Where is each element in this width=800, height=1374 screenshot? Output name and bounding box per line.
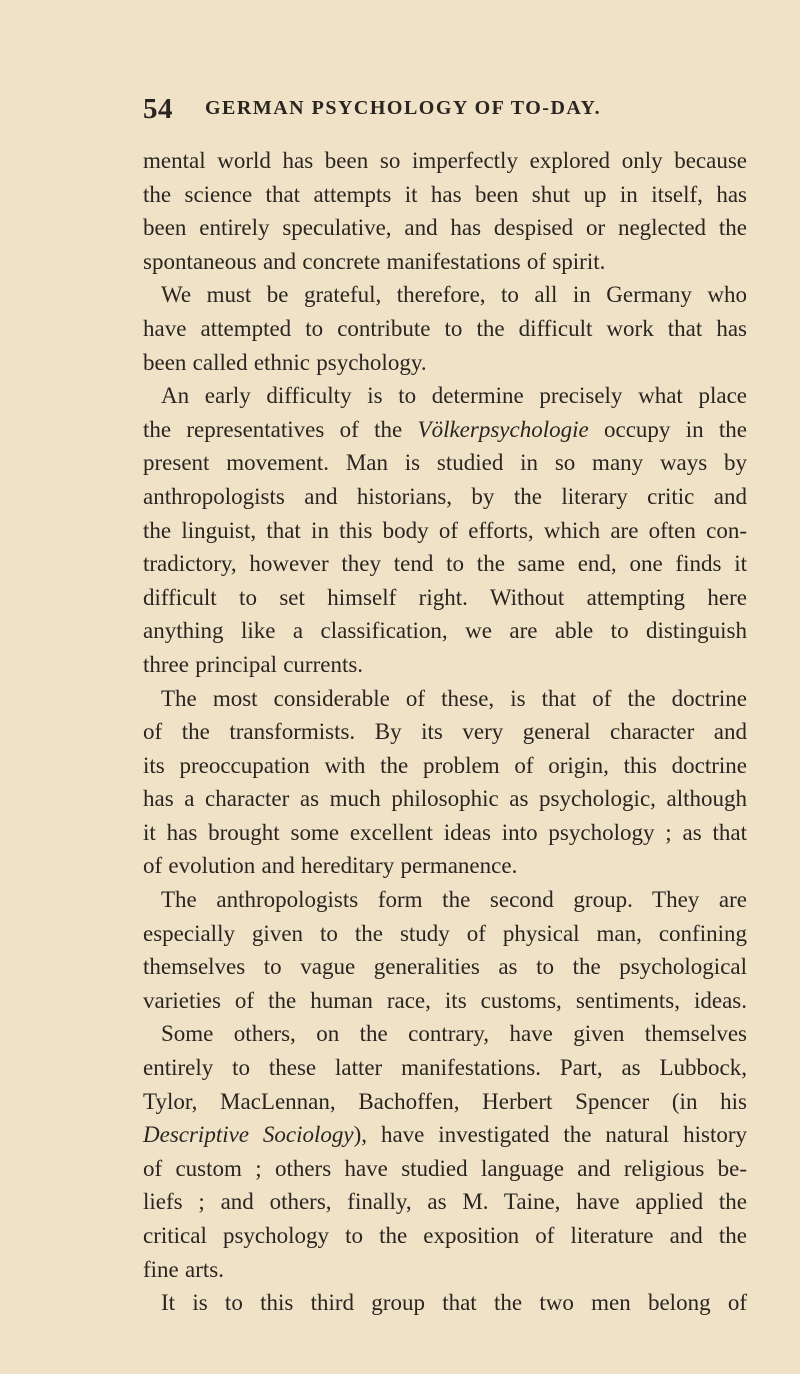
text-line: difficult to set himself right. Without attempting here [143, 584, 747, 610]
text-fragment: the representatives of the [143, 416, 418, 442]
text-line: of evolution and hereditary permanence. [143, 853, 518, 879]
page-header [143, 93, 743, 133]
text-line: especially given to the study of physical man, confining [143, 920, 747, 946]
text-line: tradictory, however they tend to the same end, one finds it [143, 551, 747, 577]
text-line: the science that attempts it has been shut up in itself, has [143, 181, 747, 207]
text-line: themselves to vague generalities as to the psychological [143, 954, 747, 980]
paragraph-start-line: The anthropologists form the second group. They are [161, 887, 747, 913]
text-line: it has brought some excellent ideas into psychology ; as that [143, 819, 747, 845]
text-line [143, 413, 747, 447]
text-line: Tylor, MacLennan, Bachoffen, Herbert Spencer (in his [143, 1088, 747, 1114]
text-fragment: occupy in the [588, 416, 748, 442]
paragraph-start-line: Some others, on the contrary, have given themselves [161, 1021, 747, 1047]
text-line: have attempted to contribute to the difficult work that has [143, 315, 747, 341]
text-line: fine arts. [143, 1256, 224, 1282]
text-line: present movement. Man is studied in so many ways by [143, 450, 747, 476]
text-line: mental world has been so imperfectly explored only because [143, 148, 747, 173]
text-line: anything like a classification, we are able to distinguish [143, 618, 747, 644]
text-line: liefs ; and others, finally, as M. Taine, have applied the [143, 1189, 747, 1215]
text-line: been called ethnic psychology. [143, 349, 427, 375]
text-line: three principal currents. [143, 651, 364, 677]
paragraph-start-line: An early difficulty is to determine precisely what place [161, 383, 747, 409]
text-line: entirely to these latter manifestations. Part, as Lubbock, [143, 1055, 747, 1081]
text-line: spontaneous and concrete manifestations of spirit. [143, 248, 606, 274]
running-head: GERMAN PSYCHOLOGY OF TO-DAY. [205, 97, 602, 119]
text-line: the linguist, that in this body of efforts, which are often con- [143, 517, 747, 543]
page-number: 54 [143, 93, 173, 125]
paragraph-start-line: We must be grateful, therefore, to all in Germany who [161, 282, 747, 308]
text-line: anthropologists and historians, by the literary critic and [143, 483, 747, 509]
text-line: critical psychology to the exposition of literature and the [143, 1223, 747, 1248]
paragraph-start-line: It is to this third group that the two men belong of [161, 1290, 747, 1316]
text-line: of the transformists. By its very general character and [143, 719, 747, 745]
text-line: its preoccupation with the problem of origin, this doctrine [143, 752, 747, 778]
italic-term: Völkerpsychologie [417, 416, 589, 442]
text-line: been entirely speculative, and has despised or neglected the [143, 215, 747, 241]
text-line: has a character as much philosophic as psychologic, although [143, 786, 747, 812]
text-line: varieties of the human race, its customs, sentiments, ideas. [143, 987, 747, 1013]
italic-title: Descriptive Sociology [143, 1122, 354, 1148]
text-fragment: ), have investigated the natural history [353, 1122, 747, 1148]
body-text [143, 144, 747, 1320]
text-line: of custom ; others have studied language and religious be- [143, 1155, 747, 1181]
text-line [143, 1118, 747, 1152]
paragraph-start-line: The most considerable of these, is that of the doctrine [161, 685, 747, 711]
